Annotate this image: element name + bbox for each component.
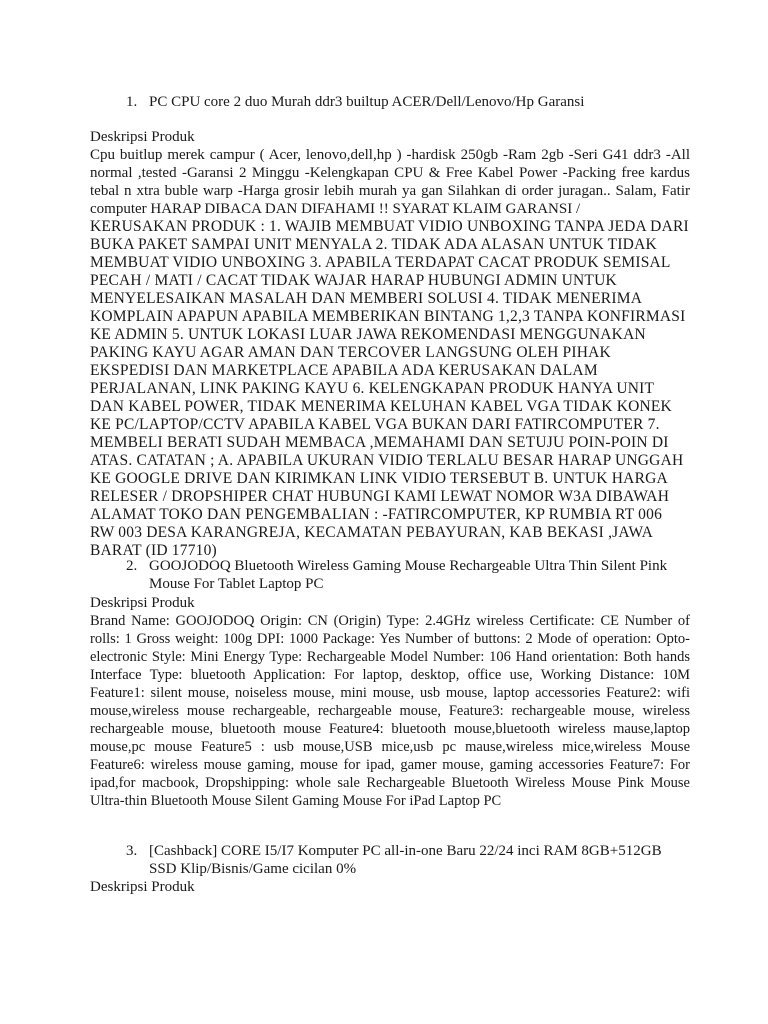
product-2-desc-label: Deskripsi Produk <box>90 595 195 611</box>
product-3-title: [Cashback] CORE I5/I7 Komputer PC all-in-one Baru 22/24 inci RAM 8GB+512GB SSD Klip/Bisnis/Game cicilan 0% <box>149 843 662 877</box>
product-1-title: PC CPU core 2 duo Murah ddr3 builtup ACER/Dell/Lenovo/Hp Garansi <box>149 94 585 110</box>
product-3-description <box>90 878 690 896</box>
product-3-heading <box>126 842 688 878</box>
product-2-title: GOOJODOQ Bluetooth Wireless Gaming Mouse Rechargeable Ultra Thin Silent Pink Mouse For Tablet Laptop PC <box>149 558 668 592</box>
product-1-heading <box>126 93 688 111</box>
product-1-desc-intro: Cpu buitlup merek campur ( Acer, lenovo,dell,hp ) -hardisk 250gb -Ram 2gb -Seri G41 ddr3 -All normal ,tested -Garansi 2 Minggu -Kelengkapan CPU & Free Kabel Power -Packing free kardus tebal n xtra buble warp -Harga grosir lebih murah ya gan Silahkan di order juragan.. Salam, Fatir computer HARAP DIBACA DAN DIFAHAMI !! SYARAT KLAIM GARANSI / <box>90 147 690 217</box>
product-1-number: 1. <box>126 94 138 110</box>
product-2-heading <box>126 557 688 593</box>
product-2-desc-text: Brand Name: GOOJODOQ Origin: CN (Origin) Type: 2.4GHz wireless Certificate: CE Number of rolls: 1 Gross weight: 100g DPI: 1000 Package: Yes Number of buttons: 2 Mode of operation: Opto-electronic Style: Mini Energy Type: Rechargeable Model Number: 106 Hand orientation: Both hands Interface Type: bluetooth Application: For laptop, desktop, office use, Working Distance: 10M Feature1: silent mouse, noiseless mouse, mini mouse, usb mouse, laptop accessories Feature2: wifi mouse,wireless mouse rechargeable, rechargeable mouse, Feature3: rechargeable mouse, wireless rechargeable mouse, bluetooth mouse Feature4: bluetooth mouse,bluetooth wireless mause,laptop mouse,pc mouse Feature5 : usb mouse,USB mice,usb pc mause,wireless mice,wireless Mouse Feature6: wireless mouse gaming, mouse for ipad, gamer mouse, gaming accessories Feature7: For ipad,for macbook, Dropshipping: whole sale Rechargeable Bluetooth Wireless Mouse Pink Mouse Ultra-thin Bluetooth Mouse Silent Gaming Mouse For iPad Laptop PC <box>90 613 690 809</box>
product-2-description <box>90 594 690 810</box>
product-1-description <box>90 128 690 560</box>
product-1-desc-terms: KERUSAKAN PRODUK : 1. WAJIB MEMBUAT VIDIO UNBOXING TANPA JEDA DARI BUKA PAKET SAMPAI UNIT MENYALA 2. TIDAK ADA ALASAN UNTUK TIDAK MEMBUAT VIDIO UNBOXING 3. APABILA TERDAPAT CACAT PRODUK SEMISAL PECAH / MATI / CACAT TIDAK WAJAR HARAP HUBUNGI ADMIN UNTUK MENYELESAIKAN MASALAH DAN MEMBERI SOLUSI 4. TIDAK MENERIMA KOMPLAIN APAPUN APABILA MEMBERIKAN BINTANG 1,2,3 TANPA KONFIRMASI KE ADMIN 5. UNTUK LOKASI LUAR JAWA REKOMENDASI MENGGUNAKAN PAKING KAYU AGAR AMAN DAN TERCOVER LANGSUNG OLEH PIHAK EKSPEDISI DAN MARKETPLACE APABILA ADA KERUSAKAN DALAM PERJALANAN, LINK PAKING KAYU 6. KELENGKAPAN PRODUK HANYA UNIT DAN KABEL POWER, TIDAK MENERIMA KELUHAN KABEL VGA TIDAK KONEK KE PC/LAPTOP/CCTV APABILA KABEL VGA BUKAN DARI FATIRCOMPUTER 7. MEMBELI BERATI SUDAH MEMBACA ,MEMAHAMI DAN SETUJU POIN-POIN DI ATAS. CATATAN ; A. APABILA UKURAN VIDIO TERLALU BESAR HARAP UNGGAH KE GOOGLE DRIVE DAN KIRIMKAN LINK VIDIO TERSEBUT B. UNTUK HARGA RELESER / DROPSHIPER CHAT HUBUNGI KAMI LEWAT NOMOR W3A DIBAWAH ALAMAT TOKO DAN PENGEMBALIAN : -FATIRCOMPUTER, KP RUMBIA RT 006 RW 003 DESA KARANGREJA, KECAMATAN PEBAYURAN, KAB BEKASI ,JAWA BARAT (ID 17710) <box>90 218 689 559</box>
product-3-number: 3. <box>126 843 138 859</box>
product-1-desc-label: Deskripsi Produk <box>90 129 195 145</box>
product-3-desc-label: Deskripsi Produk <box>90 879 195 895</box>
product-2-number: 2. <box>126 558 138 574</box>
